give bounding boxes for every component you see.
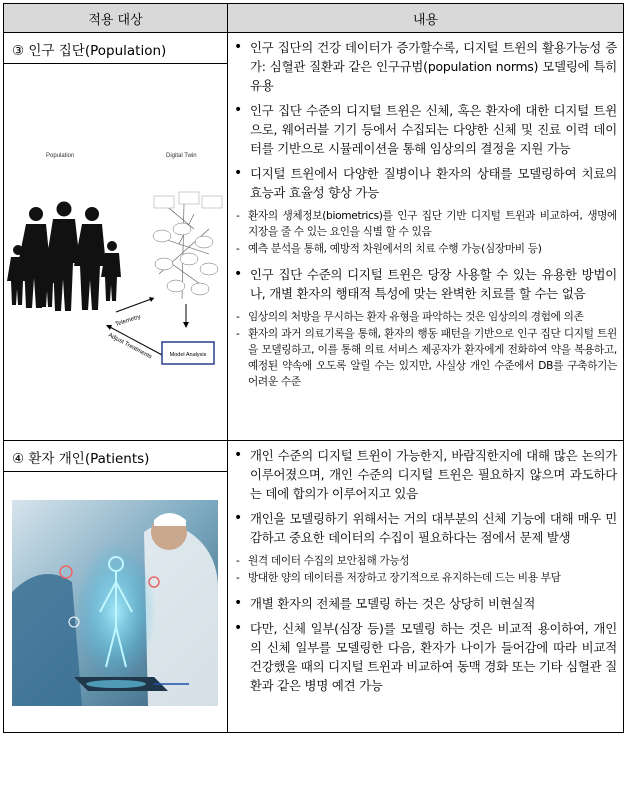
bullet-item (232, 509, 617, 547)
sub-item-text: 환자의 과거 의료기록을 통해, 환자의 행동 패턴을 기반으로 인구 집단 디지털 트윈을 모델링하고, 이를 통해 의료 서비스 제공자가 환자에게 전화하여 약을 복용하고, 예정된 약속에 오도록 알릴 수는 있지만, 사실상 개인 수준에서 DB를 구축하기는 어려운 수준 (248, 328, 617, 388)
bullet-dot-icon: • (234, 620, 243, 636)
bullet-dot-icon: • (234, 595, 243, 611)
sub-item-text: 임상의의 처방을 무시하는 환자 유형을 파악하는 것은 임상의의 경험에 의존 (248, 311, 584, 323)
patients-image (4, 472, 228, 733)
bullet-item (232, 101, 617, 158)
header-target: 적용 대상 (4, 4, 228, 33)
population-diagram (4, 64, 228, 441)
bullet-dot-icon: • (234, 447, 243, 463)
sub-item-text: 예측 분석을 통해, 예방적 차원에서의 치료 수행 가능(심장마비 등) (248, 243, 542, 255)
bullet-text: 다만, 신체 일부(심장 등)를 모델링 하는 것은 비교적 용이하여, 개인의 신체 일부를 모델링한 다음, 환자가 나이가 들어감에 따라 비교적 건강했을 때의 디지털 트윈과 비교하여 동맥 경화 또는 기타 심혈관 질환과 같은 병명 예견 가능 (250, 621, 617, 693)
diagram-adjust-label: Adjust Treatments (107, 332, 153, 361)
bullet-text: 디지털 트윈에서 다양한 질병이나 환자의 상태를 모델링하여 치료의 효능과 효율성 향상 가능 (250, 166, 617, 200)
population-content (228, 33, 624, 441)
doctors-hologram-photo (4, 472, 226, 732)
content-table (3, 3, 624, 733)
sub-item (234, 208, 617, 240)
bullet-item (232, 265, 617, 303)
sub-item-text: 원격 데이터 수집의 보안침해 가능성 (248, 555, 410, 567)
diagram-population-label: Population (46, 153, 75, 159)
diagram-digital-twin-label: Digital Twin (166, 153, 197, 159)
bullet-dot-icon: • (234, 165, 243, 181)
dash-icon: - (236, 243, 240, 255)
bullet-text: 개별 환자의 전체를 모델링 하는 것은 상당히 비현실적 (250, 596, 536, 611)
bullet-dot-icon: • (234, 39, 243, 55)
diagram-telemetry-label: Telemetry (114, 314, 142, 328)
bullet-item (232, 164, 617, 202)
bullet-item (232, 594, 617, 613)
bullet-item (232, 446, 617, 503)
dash-icon: - (236, 328, 240, 340)
patients-title: ④ 환자 개인(Patients) (4, 441, 228, 472)
bullet-item (232, 38, 617, 95)
diagram-model-analysis-label: Model Analysis (169, 352, 207, 358)
header-content: 내용 (228, 4, 624, 33)
sub-item-text: 방대한 양의 데이터를 저장하고 장기적으로 유지하는데 드는 비용 부담 (248, 572, 561, 584)
dash-icon: - (236, 210, 240, 222)
dash-icon: - (236, 311, 240, 323)
population-silhouettes-icon (7, 202, 121, 312)
bullet-text: 개인을 모델링하기 위해서는 거의 대부분의 신체 기능에 대해 매우 민감하고 중요한 데이터의 수집이 필요하다는 점에서 문제 발생 (250, 511, 617, 545)
sub-item (234, 553, 617, 569)
bullet-text: 인구 집단 수준의 디지털 트윈은 당장 사용할 수 있는 유용한 방법이나, 개별 환자의 행태적 특성에 맞는 완벽한 치료를 할 수는 없음 (250, 267, 617, 301)
sub-item-text: 환자의 생체정보(biometrics)를 인구 집단 기반 디지털 트윈과 비교하여, 생명에 지장을 줄 수 있는 요인을 식별 할 수 있음 (248, 210, 617, 238)
population-digital-twin-diagram (4, 64, 226, 440)
sub-item (234, 570, 617, 586)
dash-icon: - (236, 572, 240, 584)
bullet-dot-icon: • (234, 102, 243, 118)
bullet-text: 인구 집단의 건강 데이터가 증가할수록, 디지털 트윈의 활용가능성 증가: 심혈관 질환과 같은 인구규범(population norms) 모델링에 특히 유용 (250, 40, 617, 93)
sub-item (234, 326, 617, 390)
patients-content (228, 441, 624, 733)
bullet-text: 개인 수준의 디지털 트윈이 가능한지, 바람직한지에 대해 많은 논의가 이루어졌으며, 개인 수준의 디지털 트윈은 필요하지 않으며 과도하다는 데에 합의가 이루어지고 있음 (250, 448, 617, 501)
bullet-text: 인구 집단 수준의 디지털 트윈은 신체, 혹은 환자에 대한 디지털 트윈으로, 웨어러블 기기 등에서 수집되는 다양한 신체 및 진료 이력 데이터를 기반으로 시뮬레이션을 통해 임상의의 결정을 지원 가능 (250, 103, 617, 156)
bullet-item (232, 619, 617, 695)
sub-item (234, 309, 617, 325)
sub-item (234, 241, 617, 257)
bullet-dot-icon: • (234, 266, 243, 282)
bullet-dot-icon: • (234, 510, 243, 526)
population-title: ③ 인구 집단(Population) (4, 33, 228, 64)
dash-icon: - (236, 555, 240, 567)
